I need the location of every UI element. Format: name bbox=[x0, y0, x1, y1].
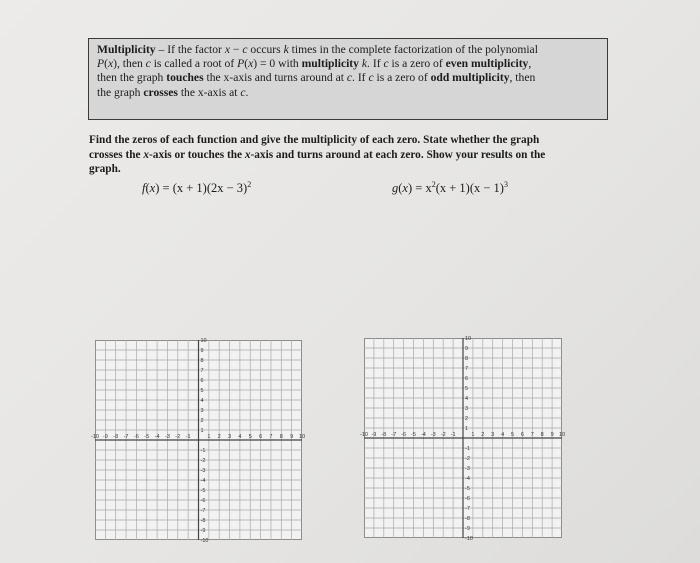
y-tick-label: -8 bbox=[465, 516, 470, 522]
y-tick-label: -3 bbox=[200, 468, 206, 474]
multiplicity-definition-box bbox=[88, 38, 608, 120]
x-tick-label: -3 bbox=[165, 434, 170, 440]
x-tick-label: -3 bbox=[430, 432, 436, 438]
y-tick-label: 3 bbox=[200, 408, 204, 414]
y-tick-label: -2 bbox=[465, 456, 470, 462]
x-tick-label: 6 bbox=[259, 434, 263, 440]
y-tick-label: 7 bbox=[465, 366, 469, 372]
y-tick-label: 2 bbox=[200, 418, 204, 424]
y-tick-label: -7 bbox=[200, 508, 206, 514]
y-tick-label: 5 bbox=[200, 388, 204, 394]
x-tick-label: -1 bbox=[450, 432, 456, 438]
x-tick-label: -4 bbox=[154, 434, 160, 440]
x-tick-label: 4 bbox=[238, 434, 242, 440]
y-tick-label: 6 bbox=[200, 378, 204, 384]
coordinate-grid-g[interactable] bbox=[360, 336, 566, 543]
y-tick-label: 7 bbox=[200, 368, 204, 374]
equation-f: $f(x) = (x + 1)(2x - 3)^2$ bbox=[142, 180, 252, 196]
x-tick-label: -2 bbox=[440, 432, 446, 438]
y-tick-label: 8 bbox=[200, 358, 204, 364]
x-tick-label: -10 bbox=[91, 434, 99, 440]
x-tick-label: 4 bbox=[501, 432, 505, 438]
y-tick-label: 9 bbox=[465, 346, 469, 352]
x-tick-label: 3 bbox=[228, 434, 232, 440]
y-tick-label: -6 bbox=[465, 496, 470, 502]
y-tick-label: -9 bbox=[465, 526, 470, 532]
x-tick-label: -7 bbox=[391, 432, 397, 438]
y-tick-label: 4 bbox=[465, 396, 469, 402]
y-tick-label: -3 bbox=[465, 466, 470, 472]
y-tick-label: -7 bbox=[465, 506, 470, 512]
grid-svg bbox=[360, 336, 566, 542]
x-tick-label: 5 bbox=[248, 434, 252, 440]
x-tick-label: -9 bbox=[102, 434, 108, 440]
x-tick-label: 1 bbox=[207, 434, 211, 440]
x-tick-label: 8 bbox=[279, 434, 283, 440]
y-tick-label: 3 bbox=[465, 406, 469, 412]
x-tick-label: 10 bbox=[558, 432, 566, 438]
x-tick-label: 6 bbox=[520, 432, 524, 438]
x-tick-label: -6 bbox=[401, 432, 407, 438]
y-tick-label: -2 bbox=[200, 458, 206, 464]
x-tick-label: 2 bbox=[481, 432, 485, 438]
x-tick-label: -5 bbox=[144, 434, 150, 440]
equation-g: $g(x) = x^2(x + 1)(x - 1)^3$ bbox=[392, 180, 508, 196]
y-tick-label: 10 bbox=[465, 336, 472, 342]
x-tick-label: 7 bbox=[530, 432, 534, 438]
x-tick-label: 2 bbox=[217, 434, 221, 440]
y-tick-label: -9 bbox=[200, 528, 206, 534]
y-tick-label: -4 bbox=[465, 476, 470, 482]
x-tick-label: -7 bbox=[123, 434, 129, 440]
y-tick-label: -10 bbox=[200, 538, 209, 544]
instructions: Find the zeros of each function and give the multiplicity of each zero. State whether the graph crosses the x-axis or touches the x-axis and turns around at each zero. Show your results on the graph. bbox=[89, 134, 546, 176]
x-tick-label: -8 bbox=[381, 432, 387, 438]
definition-line-3: then the graph touches the x-axis and turns around at c. If c is a zero of odd multiplicity, then bbox=[97, 71, 536, 85]
y-tick-label: -4 bbox=[200, 478, 206, 484]
y-tick-label: 10 bbox=[200, 338, 207, 344]
x-tick-label: 3 bbox=[491, 432, 495, 438]
definition-line-2: P(x), then c is called a root of P(x) = 0 with multiplicity k. If c is a zero of even multiplicity, bbox=[97, 57, 532, 71]
x-tick-label: -4 bbox=[420, 432, 426, 438]
y-tick-label: 2 bbox=[465, 416, 469, 422]
x-tick-label: 5 bbox=[510, 432, 515, 438]
x-tick-label: 1 bbox=[471, 432, 475, 438]
y-tick-label: -6 bbox=[200, 498, 206, 504]
y-tick-label: -5 bbox=[465, 486, 470, 492]
coordinate-grid-f[interactable] bbox=[91, 338, 306, 545]
y-tick-label: -8 bbox=[200, 518, 206, 524]
x-tick-label: -1 bbox=[185, 434, 191, 440]
y-tick-label: -10 bbox=[465, 536, 473, 542]
y-tick-label: 9 bbox=[200, 348, 204, 354]
y-tick-label: -1 bbox=[200, 448, 206, 454]
x-tick-label: -9 bbox=[371, 432, 377, 438]
definition-term: Multiplicity bbox=[97, 43, 156, 56]
x-tick-label: -10 bbox=[360, 432, 368, 438]
x-tick-label: 10 bbox=[298, 434, 306, 440]
y-tick-label: -1 bbox=[465, 446, 470, 452]
x-tick-label: 8 bbox=[540, 432, 544, 438]
y-tick-label: 6 bbox=[465, 376, 469, 382]
y-tick-label: 5 bbox=[465, 386, 469, 392]
x-tick-label: 9 bbox=[550, 432, 554, 438]
definition-line-1: Multiplicity – If the factor x − c occurs k times in the complete factorization of the polynomial bbox=[97, 43, 538, 56]
y-tick-label: 1 bbox=[200, 428, 204, 434]
x-tick-label: 7 bbox=[269, 434, 273, 440]
grid-svg bbox=[91, 338, 306, 544]
y-tick-label: 1 bbox=[465, 426, 469, 432]
x-tick-label: -2 bbox=[175, 434, 181, 440]
definition-line-4: the graph crosses the x-axis at c. bbox=[97, 85, 249, 99]
x-tick-label: -6 bbox=[133, 434, 139, 440]
x-tick-label: 9 bbox=[290, 434, 294, 440]
x-tick-label: -5 bbox=[411, 432, 416, 438]
y-tick-label: 8 bbox=[465, 356, 469, 362]
x-tick-label: -8 bbox=[113, 434, 119, 440]
y-tick-label: 4 bbox=[200, 398, 204, 404]
y-tick-label: -5 bbox=[200, 488, 206, 494]
